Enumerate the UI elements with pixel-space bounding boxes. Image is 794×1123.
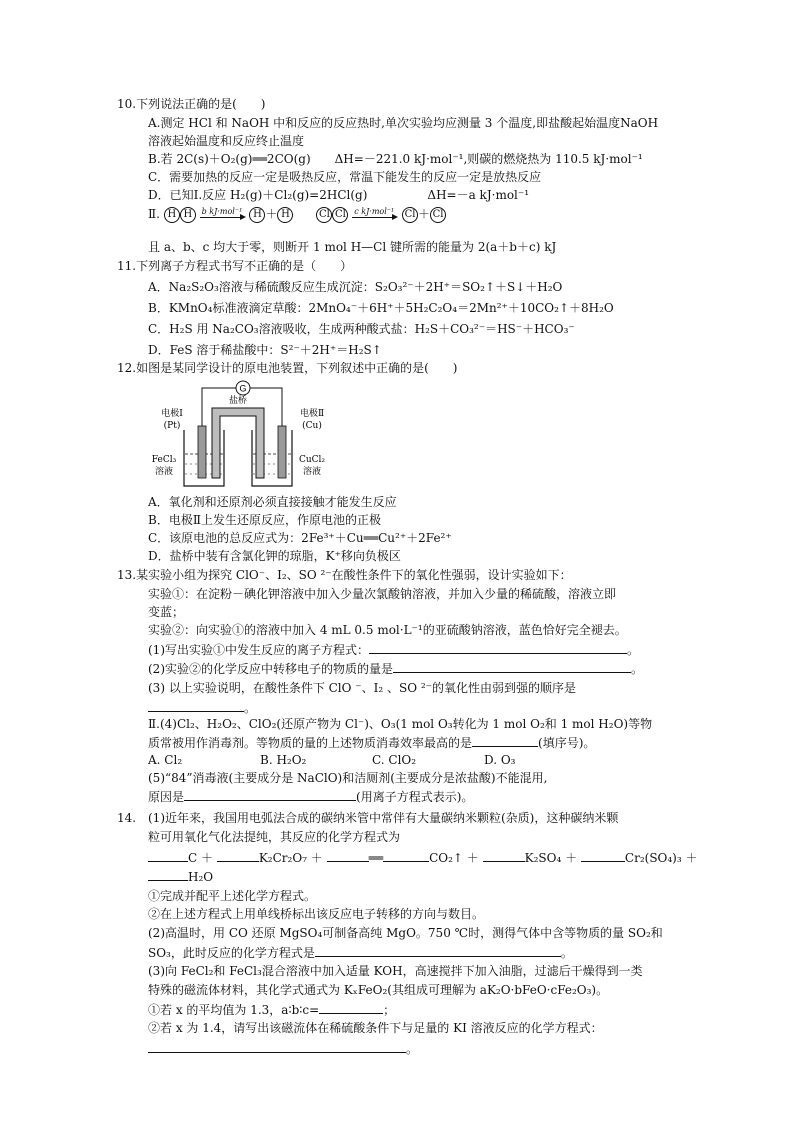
answer-blank[interactable] xyxy=(369,641,627,654)
arrow-label-b: b kJ·mol⁻¹ xyxy=(201,206,243,216)
q13-part3-answer xyxy=(148,699,256,716)
q14-step2: ②在上述方程式上用单线桥标出该反应电子转移的方向与数目。 xyxy=(148,907,485,921)
eq-k2so4: K₂SO₄ ＋ xyxy=(524,851,578,865)
q13-experiment1-line1: 实验①：在淀粉－碘化钾溶液中加入少量次氯酸钠溶液，并加入少量的稀硫酸，溶液立即 xyxy=(148,587,617,601)
coefficient-blank[interactable] xyxy=(148,849,188,862)
period: 。 xyxy=(627,643,640,657)
q11-option-a: A．Na₂S₂O₃溶液与稀硫酸反应生成沉淀：S₂O₃²⁻＋2H⁺＝SO₂↑＋S↓＋H₂O xyxy=(148,280,563,294)
option-d: D. O₃ xyxy=(484,753,516,767)
coefficient-blank[interactable] xyxy=(148,868,188,881)
coefficient-blank[interactable] xyxy=(581,849,625,862)
q13-part2 xyxy=(148,660,643,677)
answer-blank[interactable] xyxy=(472,734,538,747)
q13-part5-suffix: (用离子方程式表示)。 xyxy=(356,790,474,804)
electrode-i-material: (Pt) xyxy=(163,421,181,431)
q14-ratio-text: ①若 x 的平均值为 1.3，a∶b∶c= xyxy=(148,1003,320,1017)
cl-atom: Cl xyxy=(402,207,418,223)
electrode-ii-material: (Cu) xyxy=(302,421,322,431)
q14-equation xyxy=(148,849,698,866)
galvanic-cell-diagram xyxy=(148,378,338,490)
q11-option-d: D．FeS 溶于稀盐酸中：S²⁻＋2H⁺＝H₂S↑ xyxy=(148,343,382,357)
q12-stem: 12.如图是某同学设计的原电池装置，下列叙述中正确的是( ) xyxy=(117,361,458,375)
wire-right xyxy=(250,388,282,426)
q13-experiment1-line2: 变蓝； xyxy=(148,605,185,619)
q13-part1-text: (1)写出实验①中发生反应的离子方程式： xyxy=(148,643,369,657)
q11-option-c: C．H₂S 用 Na₂CO₃溶液吸收，生成两种酸式盐：H₂S＋CO₃²⁻＝HS⁻＋HCO₃⁻ xyxy=(148,322,575,336)
q13-experiment2: 实验②：向实验①的溶液中加入 4 mL 0.5 mol·L⁻¹的亚硫酸钠溶液，蓝色恰好完全褪去。 xyxy=(148,623,627,637)
q13-part5-line1: (5)“84”消毒液(主要成分是 NaClO)和洁厕剂(主要成分是浓盐酸)不能混用, xyxy=(148,771,548,785)
q14-part3-line2: 特殊的磁流体材料，其化学式通式为 KₓFeO₂(其组成可理解为 aK₂O·bFeO·cFe₂O₃)。 xyxy=(148,983,609,997)
q13-part4-suffix: (填序号)。 xyxy=(538,736,596,750)
q14-reaction-prompt: ②若 x 为 1.4，请写出该磁流体在稀硫酸条件下与足量的 KI 溶液反应的化学方程式： xyxy=(148,1021,603,1035)
q14-part3-line1: (3)向 FeCl₂和 FeCl₃混合溶液中加入适量 KOH，高速搅拌下加入油脂，过滤后干燥得到一类 xyxy=(148,964,643,978)
electrode-ii-label: 电极Ⅱ xyxy=(299,409,325,419)
q14-part1-line2: 粒可用氧化气化法提纯，其反应的化学方程式为 xyxy=(148,830,401,844)
galvanometer-label: G xyxy=(239,383,247,394)
period: 。 xyxy=(560,946,573,960)
q10-option-b: B.若 2C(s)＋O₂(g)══2CO(g) ΔH=－221.0 kJ·mol⁻¹,则碳的燃烧热为 110.5 kJ·mol⁻¹ xyxy=(148,152,643,166)
answer-blank[interactable] xyxy=(148,1040,406,1053)
q12-option-c: C．该原电池的总反应式为：2Fe³⁺＋Cu══Cu²⁺＋2Fe²⁺ xyxy=(148,531,452,545)
period: 。 xyxy=(244,701,257,715)
electrode-cu xyxy=(278,426,286,478)
q13-part4-text: 质常被用作消毒剂。等物质的量的上述物质消毒效率最高的是 xyxy=(148,736,473,750)
right-solution-label: 溶液 xyxy=(302,467,322,477)
eq-cr2so43: Cr₂(SO₄)₃ ＋ xyxy=(624,851,698,865)
answer-blank[interactable] xyxy=(184,788,356,801)
right-solution-formula: CuCl₂ xyxy=(298,455,326,465)
q12-option-d: D．盐桥中装有含氯化钾的琼脂，K⁺移向负极区 xyxy=(148,549,401,563)
bond-break-arrow-b xyxy=(200,207,246,223)
cl-atom: Cl xyxy=(316,207,332,223)
q14-part1-line1: (1)近年来，我国用电弧法合成的碳纳米管中常伴有大量碳纳米颗粒(杂质)，这种碳纳米颗 xyxy=(148,811,619,825)
q13-part3: (3) 以上实验说明，在酸性条件下 ClO ⁻、I₂ 、SO ²⁻的氧化性由弱到强的顺序是 xyxy=(148,681,577,695)
q14-reaction-answer xyxy=(148,1040,418,1057)
q10-option-a-line1: A.测定 HCl 和 NaOH 中和反应的反应热时,单次实验均应测量 3 个温度,即盐酸起始温度NaOH xyxy=(148,116,659,130)
q13-part5-line2 xyxy=(148,788,473,805)
q12-option-a: A．氧化剂和还原剂必须直接接触才能发生反应 xyxy=(148,495,397,509)
option-a: A. Cl₂ xyxy=(148,753,183,767)
eq-sign: ══ xyxy=(368,851,384,865)
q14-step1: ①完成并配平上述化学方程式。 xyxy=(148,889,317,903)
h-atom: H xyxy=(277,207,293,223)
left-solution-label: 溶液 xyxy=(154,467,174,477)
arrow-label-c: c kJ·mol⁻¹ xyxy=(354,206,395,216)
q11-option-b: B．KMnO₄标准液滴定草酸：2MnO₄⁻＋6H⁺＋5H₂C₂O₄＝2Mn²⁺＋10CO₂↑＋8H₂O xyxy=(148,301,614,315)
q13-part5-prefix: 原因是 xyxy=(148,790,185,804)
answer-blank[interactable] xyxy=(393,660,631,673)
bond-break-arrow-c xyxy=(352,207,398,223)
coefficient-blank[interactable] xyxy=(383,849,429,862)
period: 。 xyxy=(406,1042,419,1056)
q14-part2-line2 xyxy=(148,944,573,961)
q10-bond-scheme: Ⅱ. H H b kJ·mol⁻¹ H ＋ H Cl Cl c kJ·mol⁻¹ Cl ＋ Cl xyxy=(148,206,446,223)
answer-blank[interactable] xyxy=(315,944,561,957)
answer-blank[interactable] xyxy=(148,699,244,712)
cl-atom: Cl xyxy=(430,207,446,223)
electrode-pt xyxy=(198,426,206,478)
option-b: B. H₂O₂ xyxy=(260,753,307,767)
q13-part4-line1: Ⅱ.(4)Cl₂、H₂O₂、ClO₂(还原产物为 Cl⁻)、O₃(1 mol O₃转化为 1 mol O₂和 1 mol H₂O)等物 xyxy=(148,717,653,731)
coefficient-blank[interactable] xyxy=(483,849,525,862)
q14-part2-line1: (2)高温时，用 CO 还原 MgSO₄可制备高纯 MgO。750 ℃时，测得气体中含等物质的量 SO₂和 xyxy=(148,926,663,940)
eq-co2: CO₂↑ ＋ xyxy=(429,851,479,865)
semicolon: ； xyxy=(383,1003,396,1017)
electrode-i-label: 电极Ⅰ xyxy=(161,409,183,419)
period: 。 xyxy=(631,662,644,676)
q14-number: 14. xyxy=(117,811,137,825)
h-atom: H xyxy=(180,207,196,223)
eq-k2cr2o7: K₂Cr₂O₇ ＋ xyxy=(258,851,323,865)
q13-stem: 13.某实验小组为探究 ClO⁻、I₂、SO ²⁻在酸性条件下的氧化性强弱，设计实验如下： xyxy=(117,568,572,582)
eq-h2o: H₂O xyxy=(188,870,214,884)
q13-part4-options xyxy=(148,752,515,768)
q11-stem: 11.下列离子方程式书写不正确的是（ ） xyxy=(117,259,353,273)
h-atom: H xyxy=(164,207,180,223)
h-atom: H xyxy=(249,207,265,223)
cl-atom: Cl xyxy=(332,207,348,223)
q13-part2-text: (2)实验②的化学反应中转移电子的物质的量是 xyxy=(148,662,393,676)
answer-blank[interactable] xyxy=(319,1001,383,1014)
left-solution-formula: FeCl₃ xyxy=(151,455,177,465)
q14-ratio xyxy=(148,1001,395,1018)
q13-part4-line2 xyxy=(148,734,595,751)
q12-option-b: B．电极Ⅱ上发生还原反应，作原电池的正极 xyxy=(148,513,381,527)
q10-stem: 10.下列说法正确的是( ) xyxy=(117,97,266,111)
salt-bridge-label: 盐桥 xyxy=(228,396,248,406)
scheme-label: Ⅱ. xyxy=(148,207,160,221)
option-c: C. ClO₂ xyxy=(372,753,417,767)
q10-option-c: C．需要加热的反应一定是吸热反应，常温下能发生的反应一定是放热反应 xyxy=(148,170,542,184)
eq-c: C ＋ xyxy=(188,851,213,865)
q10-tail: 且 a、b、c 均大于零，则断开 1 mol H—Cl 键所需的能量为 2(a＋b＋c) kJ xyxy=(148,240,557,254)
q14-equation-end xyxy=(148,868,213,885)
salt-bridge xyxy=(212,408,264,478)
q10-option-a-line2: 溶液起始温度和反应终止温度 xyxy=(148,134,305,148)
q13-part1 xyxy=(148,641,639,658)
coefficient-blank[interactable] xyxy=(217,849,259,862)
q10-option-d: D．已知Ⅰ.反应 H₂(g)＋Cl₂(g)=2HCl(g) ΔH=－a kJ·mol⁻¹ xyxy=(148,188,530,202)
q14-part2-text: SO₃，此时反应的化学方程式是 xyxy=(148,946,315,960)
coefficient-blank[interactable] xyxy=(327,849,369,862)
